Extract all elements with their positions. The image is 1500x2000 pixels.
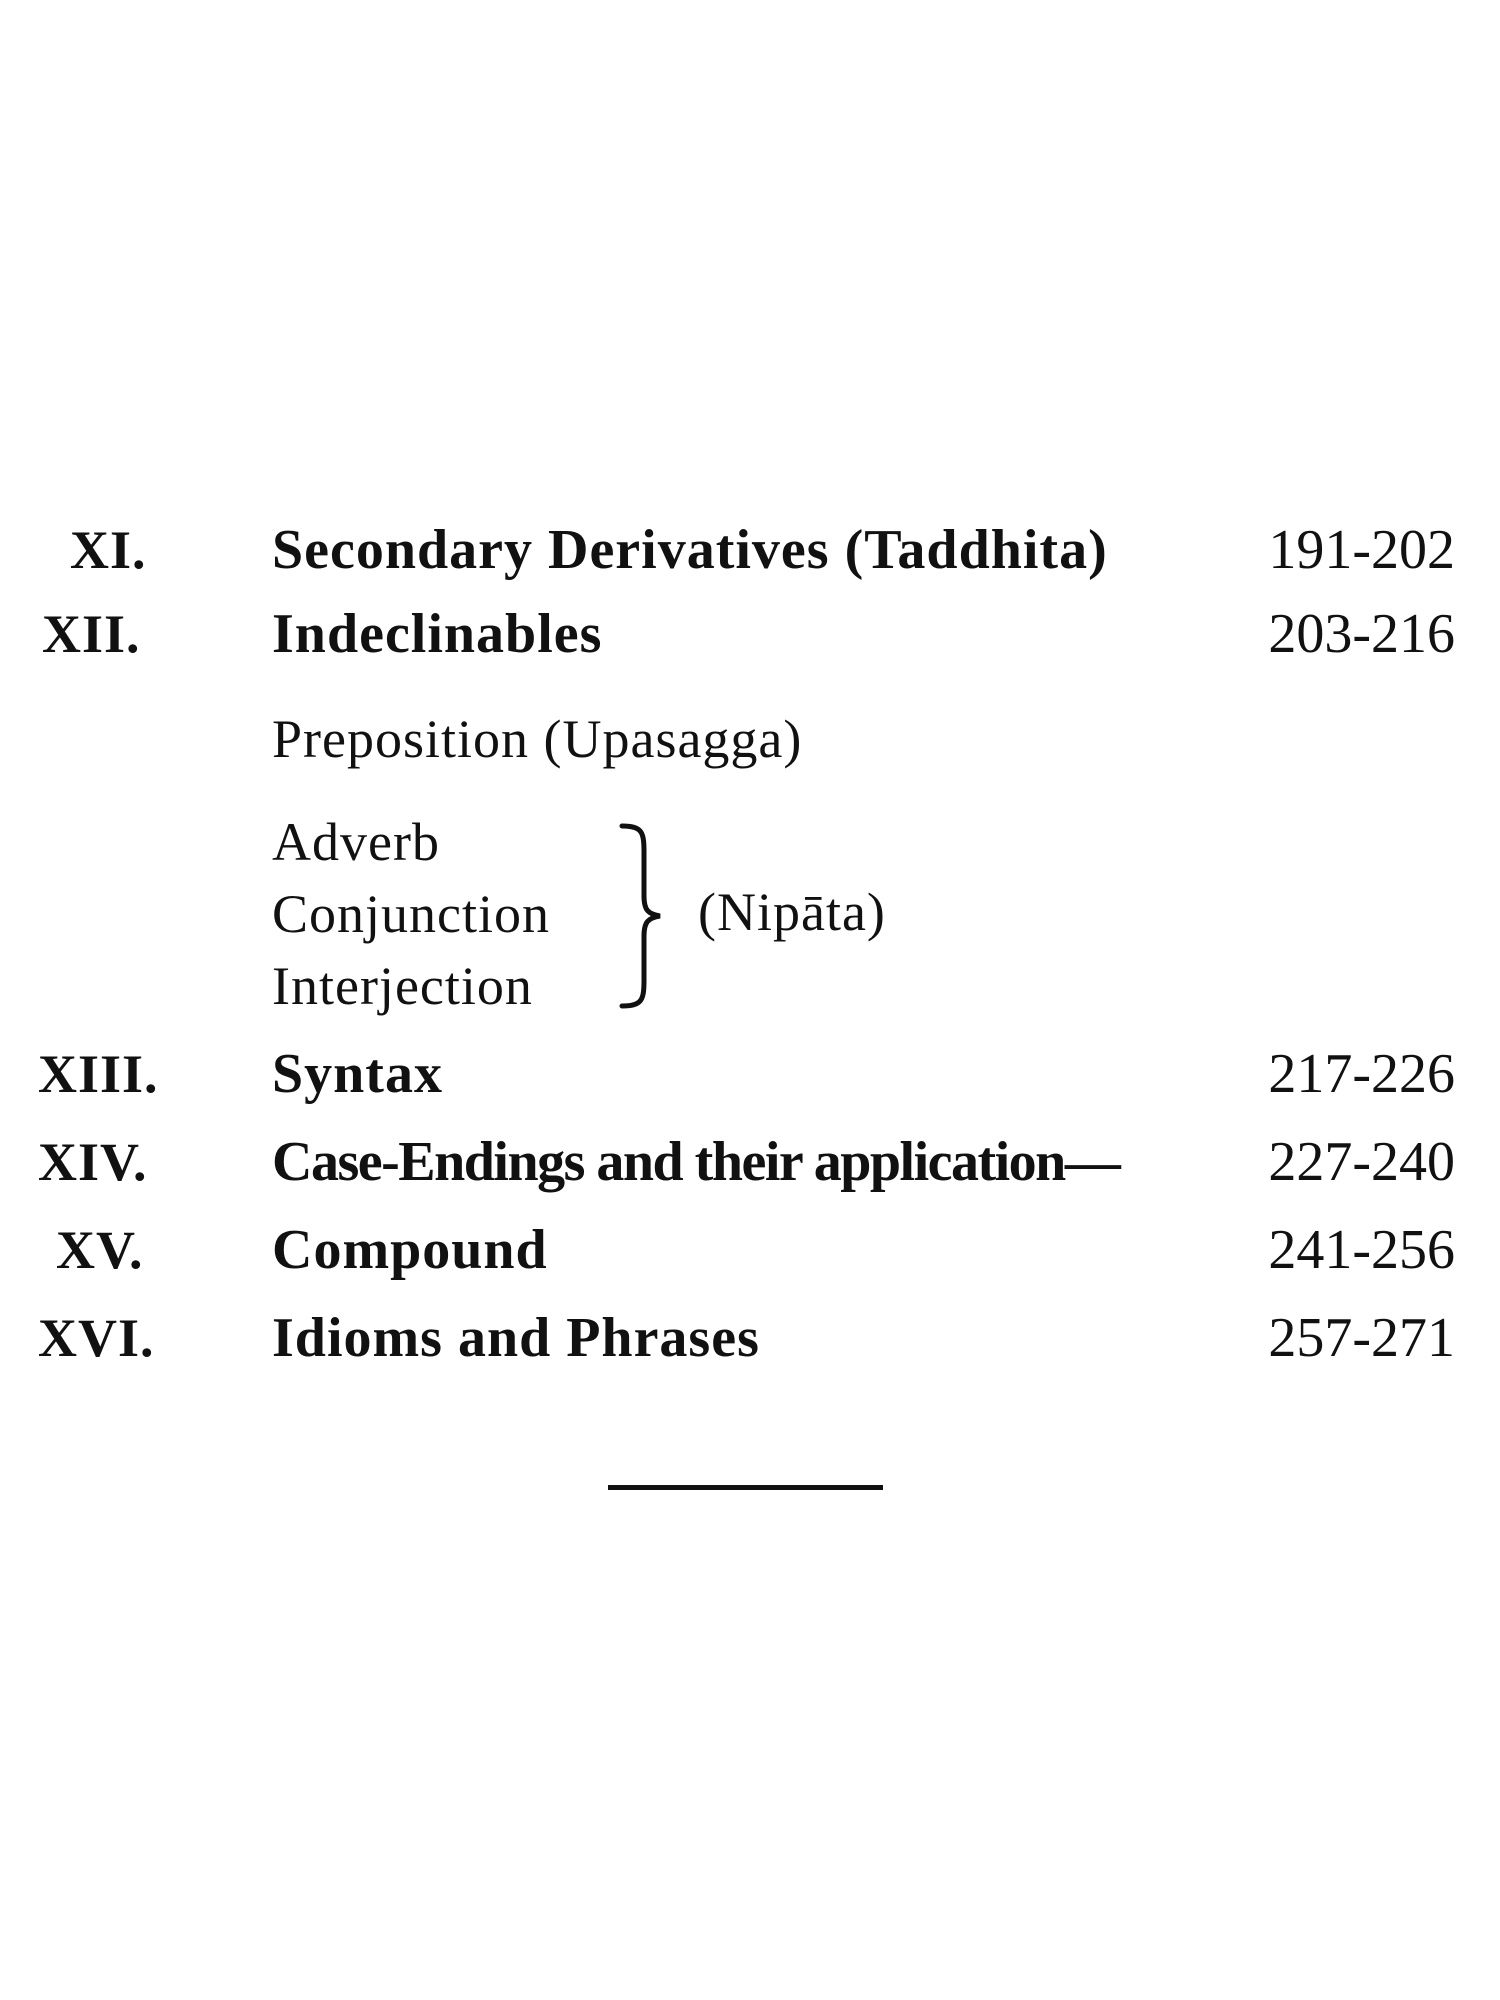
nipata-label: (Nipāta) xyxy=(698,882,886,942)
chapter-numeral: XI. xyxy=(70,520,147,580)
page-range: 217-226 xyxy=(1268,1043,1455,1105)
toc-entry xyxy=(0,1298,1500,1378)
chapter-title: Secondary Derivatives (Taddhita) xyxy=(272,519,1108,581)
toc-entry xyxy=(0,594,1500,674)
chapter-title: Indeclinables xyxy=(272,603,603,665)
toc-entry xyxy=(0,1210,1500,1290)
page-range: 241-256 xyxy=(1268,1219,1455,1281)
chapter-numeral: XIV. xyxy=(38,1132,148,1192)
subentry-preposition: Preposition (Upasagga) xyxy=(272,709,803,769)
chapter-title: Syntax xyxy=(272,1043,443,1105)
chapter-numeral: XV. xyxy=(56,1220,144,1280)
subentry-interjection: Interjection xyxy=(272,956,533,1016)
subentry-adverb: Adverb xyxy=(272,812,440,872)
chapter-numeral: XVI. xyxy=(38,1308,155,1368)
page-range: 191-202 xyxy=(1268,519,1455,581)
page-range: 203-216 xyxy=(1268,603,1455,665)
toc-entry xyxy=(0,1034,1500,1114)
page-range: 257-271 xyxy=(1268,1307,1455,1369)
page-range: 227-240 xyxy=(1268,1131,1455,1193)
toc-entry xyxy=(0,510,1500,590)
chapter-title: Compound xyxy=(272,1219,548,1281)
curly-brace-icon xyxy=(608,818,668,1014)
toc-entry xyxy=(0,1122,1500,1202)
chapter-title: Case-Endings and their application— xyxy=(272,1131,1120,1193)
subentry-conjunction: Conjunction xyxy=(272,884,550,944)
chapter-numeral: XII. xyxy=(42,604,141,664)
section-divider xyxy=(608,1485,883,1490)
chapter-numeral: XIII. xyxy=(38,1044,159,1104)
chapter-title: Idioms and Phrases xyxy=(272,1307,760,1369)
